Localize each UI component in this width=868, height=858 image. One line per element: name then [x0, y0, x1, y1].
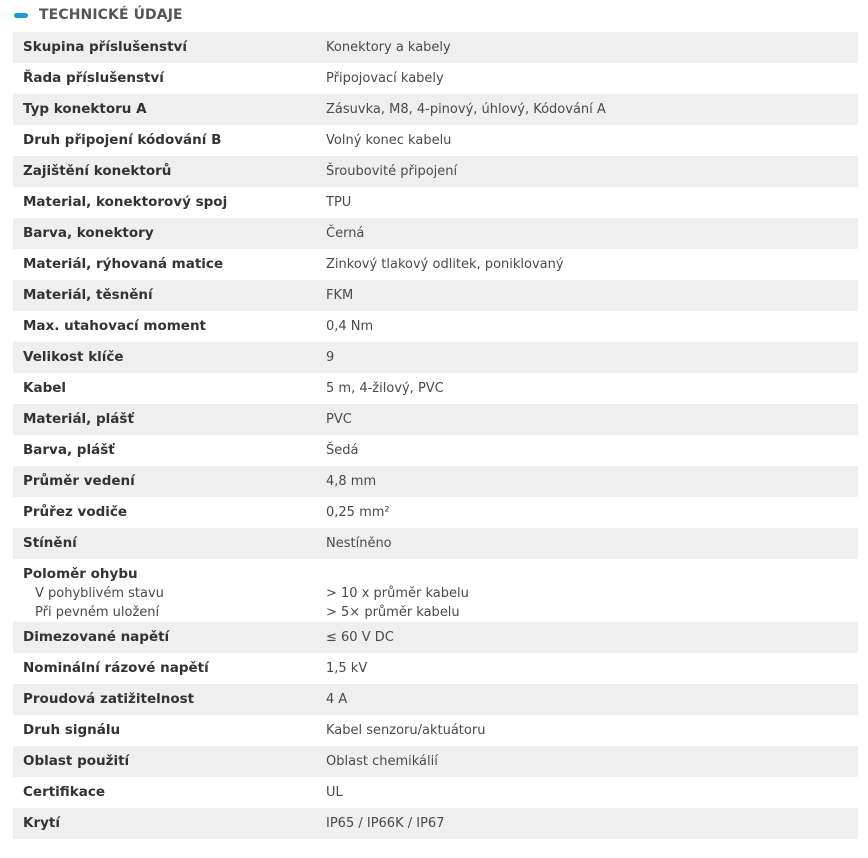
table-row: [13, 528, 858, 559]
spec-label: Materiál, těsnění: [23, 287, 153, 303]
spec-label: Dimezované napětí: [23, 629, 170, 645]
spec-value: ≤ 60 V DC: [326, 630, 394, 645]
spec-value: Oblast chemikálií: [326, 754, 438, 769]
spec-table: [13, 32, 858, 839]
spec-value: Volný konec kabelu: [326, 133, 452, 148]
spec-label: Materiál, rýhovaná matice: [23, 256, 224, 272]
spec-label: Barva, konektory: [23, 225, 154, 241]
spec-label: Průřez vodiče: [23, 504, 128, 520]
table-row: [13, 684, 858, 715]
table-row: [13, 808, 858, 839]
spec-value: 4 A: [326, 692, 348, 707]
spec-label: Max. utahovací moment: [23, 318, 207, 334]
spec-value: IP65 / IP66K / IP67: [326, 816, 445, 831]
table-row: [13, 466, 858, 497]
spec-label: Krytí: [23, 815, 60, 831]
table-row: [13, 373, 858, 404]
spec-sub-value: > 10 x průměr kabelu: [326, 586, 469, 601]
spec-label: Druh připojení kódování B: [23, 132, 222, 148]
table-row: [13, 156, 858, 187]
spec-sub-label: V pohyblivém stavu: [35, 586, 164, 601]
spec-label: Průměr vedení: [23, 473, 135, 489]
table-row: [13, 746, 858, 777]
spec-label: Nominální rázové napětí: [23, 660, 209, 676]
spec-value: Zinkový tlakový odlitek, poniklovaný: [326, 257, 564, 272]
spec-label: Poloměr ohybu: [23, 566, 138, 582]
table-row: [13, 94, 858, 125]
table-row: [13, 63, 858, 94]
table-row: [13, 404, 858, 435]
spec-value: TPU: [326, 195, 352, 210]
spec-label: Oblast použití: [23, 753, 130, 769]
spec-label: Řada příslušenství: [23, 70, 164, 86]
spec-label: Proudová zatižitelnost: [23, 691, 195, 707]
table-row: [13, 218, 858, 249]
table-row: [13, 653, 858, 684]
table-row: [13, 280, 858, 311]
table-row: [13, 342, 858, 373]
spec-sub-value: > 5× průměr kabelu: [326, 605, 460, 620]
spec-value: Zásuvka, M8, 4-pinový, úhlový, Kódování A: [326, 102, 606, 117]
spec-value: 0,25 mm²: [326, 505, 390, 520]
table-row: [13, 435, 858, 466]
spec-label: Stínění: [23, 535, 77, 551]
spec-value: Konektory a kabely: [326, 40, 451, 55]
spec-value: 1,5 kV: [326, 661, 368, 676]
table-row: [13, 32, 858, 63]
spec-value: Nestíněno: [326, 536, 392, 551]
spec-value: FKM: [326, 288, 354, 303]
spec-label: Druh signálu: [23, 722, 121, 738]
spec-value: Šedá: [326, 443, 359, 458]
table-row: [13, 622, 858, 653]
table-row: [13, 559, 858, 622]
spec-label: Typ konektoru A: [23, 101, 147, 117]
table-row: [13, 497, 858, 528]
spec-label: Barva, plášť: [23, 442, 115, 458]
section-header-technical-data[interactable]: [0, 0, 868, 32]
spec-value: Kabel senzoru/aktuátoru: [326, 723, 486, 738]
spec-sub-label: Při pevném uložení: [35, 605, 160, 620]
spec-value: 4,8 mm: [326, 474, 377, 489]
spec-label: Certifikace: [23, 784, 106, 800]
spec-value: PVC: [326, 412, 352, 427]
spec-label: Materiál, plášť: [23, 411, 134, 427]
table-row: [13, 311, 858, 342]
spec-value: Šroubovité připojení: [326, 164, 458, 179]
spec-label: Material, konektorový spoj: [23, 194, 228, 210]
table-row: [13, 187, 858, 218]
spec-label: Skupina příslušenství: [23, 39, 187, 55]
section-title: TECHNICKÉ ÚDAJE: [39, 7, 183, 23]
spec-value: Připojovací kabely: [326, 71, 444, 86]
table-row: [13, 715, 858, 746]
minus-icon[interactable]: [14, 13, 28, 18]
spec-value: 9: [326, 350, 335, 365]
spec-value: Černá: [326, 226, 365, 241]
spec-label: Kabel: [23, 380, 67, 396]
table-row: [13, 249, 858, 280]
table-row: [13, 125, 858, 156]
spec-value: 0,4 Nm: [326, 319, 374, 334]
spec-value: 5 m, 4-žilový, PVC: [326, 381, 444, 396]
spec-label: Zajištění konektorů: [23, 163, 172, 179]
spec-label: Velikost klíče: [23, 349, 124, 365]
spec-value: UL: [326, 785, 343, 800]
table-row: [13, 777, 858, 808]
